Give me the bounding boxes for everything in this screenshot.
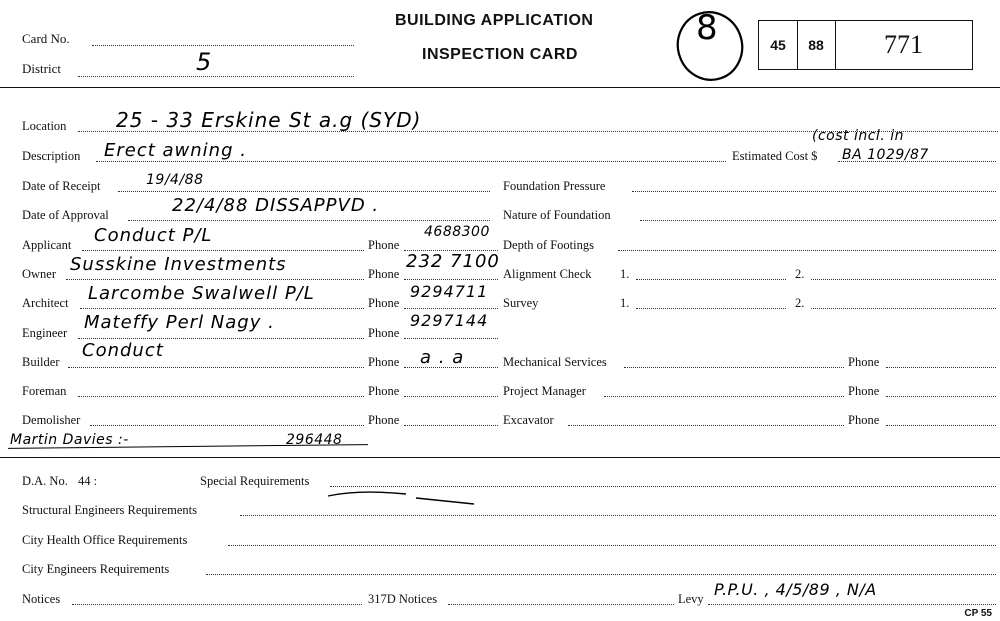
project-manager-line	[604, 396, 844, 397]
engineers-label: City Engineers Requirements	[22, 562, 170, 576]
da-no-label: D.A. No.	[22, 474, 68, 488]
handwritten-dash-icon	[326, 488, 476, 506]
levy-value: P.P.U. , 4/5/89 , N/A	[714, 580, 877, 599]
project-manager-phone-label: Phone	[848, 384, 880, 398]
depth-footings-line	[618, 250, 996, 251]
box-cell-1: 45	[759, 21, 798, 69]
estimated-cost-note: (cost incl. in	[812, 128, 904, 144]
card-number-box	[758, 20, 973, 70]
owner-phone-label: Phone	[368, 267, 400, 281]
date-receipt-value: 19/4/88	[146, 172, 204, 188]
notices-line	[72, 604, 362, 605]
title-line-1: BUILDING APPLICATION	[395, 12, 594, 29]
applicant-label: Applicant	[22, 238, 72, 252]
engineer-label: Engineer	[22, 326, 68, 340]
date-approval-line	[128, 220, 490, 221]
notices-317d-line	[448, 604, 674, 605]
nature-foundation-label: Nature of Foundation	[503, 208, 611, 222]
description-value: Erect awning .	[104, 140, 247, 161]
box-cell-2: 88	[797, 21, 836, 69]
estimated-cost-label: Estimated Cost $	[732, 149, 818, 163]
notices-317d-label: 317D Notices	[368, 592, 438, 606]
survey-line-2	[811, 308, 996, 309]
excavator-label: Excavator	[503, 413, 554, 427]
owner-phone-line	[404, 279, 498, 280]
district-value: 5	[196, 48, 213, 76]
foreman-label: Foreman	[22, 384, 67, 398]
project-manager-label: Project Manager	[503, 384, 586, 398]
project-manager-phone-line	[886, 396, 996, 397]
depth-footings-label: Depth of Footings	[503, 238, 594, 252]
date-approval-value: 22/4/88 DISSAPPVD .	[172, 195, 380, 216]
special-requirements-label: Special Requirements	[200, 474, 310, 488]
header-rule	[0, 87, 1000, 88]
alignment-check-label: Alignment Check	[503, 267, 592, 281]
circled-mark: 8	[696, 8, 719, 48]
location-label: Location	[22, 119, 67, 133]
mechanical-label: Mechanical Services	[503, 355, 607, 369]
applicant-value: Conduct P/L	[94, 225, 213, 246]
health-label: City Health Office Requirements	[22, 533, 188, 547]
engineer-phone-label: Phone	[368, 326, 400, 340]
demolisher-label: Demolisher	[22, 413, 81, 427]
builder-phone: a . a	[420, 347, 465, 368]
builder-phone-label: Phone	[368, 355, 400, 369]
contact-note-phone: 296448	[286, 432, 343, 448]
date-approval-label: Date of Approval	[22, 208, 109, 222]
contact-note-name: Martin Davies :-	[10, 432, 129, 448]
owner-label: Owner	[22, 267, 57, 281]
owner-line	[66, 279, 364, 280]
levy-line	[708, 604, 996, 605]
survey-line-1	[636, 308, 786, 309]
builder-line	[68, 367, 364, 368]
lower-rule	[0, 457, 1000, 458]
engineer-line	[78, 338, 364, 339]
excavator-phone-line	[886, 425, 996, 426]
special-requirements-line	[330, 486, 996, 487]
structural-line	[240, 515, 996, 516]
foundation-pressure-line	[632, 191, 996, 192]
applicant-phone: 4688300	[424, 224, 490, 240]
architect-line	[80, 308, 364, 309]
location-value: 25 - 33 Erskine St a.g (SYD)	[116, 108, 422, 132]
description-line	[96, 161, 726, 162]
demolisher-line	[90, 425, 364, 426]
survey-num-2: 2.	[795, 296, 805, 310]
mechanical-line	[624, 367, 844, 368]
owner-value: Susskine Investments	[70, 254, 287, 275]
architect-label: Architect	[22, 296, 69, 310]
architect-phone-line	[404, 308, 498, 309]
architect-phone-label: Phone	[368, 296, 400, 310]
foreman-phone-label: Phone	[368, 384, 400, 398]
alignment-num-1: 1.	[620, 267, 630, 281]
architect-phone: 9294711	[410, 282, 489, 301]
district-line	[78, 76, 354, 77]
architect-value: Larcombe Swalwell P/L	[88, 283, 315, 304]
box-number: 771	[884, 30, 923, 59]
mechanical-phone-line	[886, 367, 996, 368]
alignment-line-2	[811, 279, 996, 280]
mechanical-phone-label: Phone	[848, 355, 880, 369]
description-label: Description	[22, 149, 81, 163]
excavator-line	[568, 425, 844, 426]
demolisher-phone-line	[404, 425, 498, 426]
engineer-phone: 9297144	[410, 311, 489, 330]
title-line-2: INSPECTION CARD	[422, 46, 578, 63]
estimated-cost-value: BA 1029/87	[842, 147, 929, 163]
excavator-phone-label: Phone	[848, 413, 880, 427]
card-no-line	[92, 45, 354, 46]
nature-foundation-line	[640, 220, 996, 221]
card-no-label: Card No.	[22, 31, 70, 46]
applicant-line	[82, 250, 364, 251]
structural-label: Structural Engineers Requirements	[22, 503, 197, 517]
date-receipt-line	[118, 191, 490, 192]
demolisher-phone-label: Phone	[368, 413, 400, 427]
survey-num-1: 1.	[620, 296, 630, 310]
engineers-line	[206, 574, 996, 575]
foreman-line	[78, 396, 364, 397]
foundation-pressure-label: Foundation Pressure	[503, 179, 606, 193]
alignment-num-2: 2.	[795, 267, 805, 281]
alignment-line-1	[636, 279, 786, 280]
engineer-phone-line	[404, 338, 498, 339]
da-no-value: 44 :	[78, 474, 98, 488]
applicant-phone-label: Phone	[368, 238, 400, 252]
date-receipt-label: Date of Receipt	[22, 179, 101, 193]
engineer-value: Mateffy Perl Nagy .	[84, 312, 275, 333]
levy-label: Levy	[678, 592, 704, 606]
builder-label: Builder	[22, 355, 60, 369]
owner-phone: 232 7100	[406, 251, 500, 272]
survey-label: Survey	[503, 296, 539, 310]
footer-code: CP 55	[964, 608, 992, 619]
notices-label: Notices	[22, 592, 61, 606]
health-line	[228, 545, 996, 546]
builder-value: Conduct	[82, 340, 164, 361]
district-label: District	[22, 61, 61, 76]
foreman-phone-line	[404, 396, 498, 397]
